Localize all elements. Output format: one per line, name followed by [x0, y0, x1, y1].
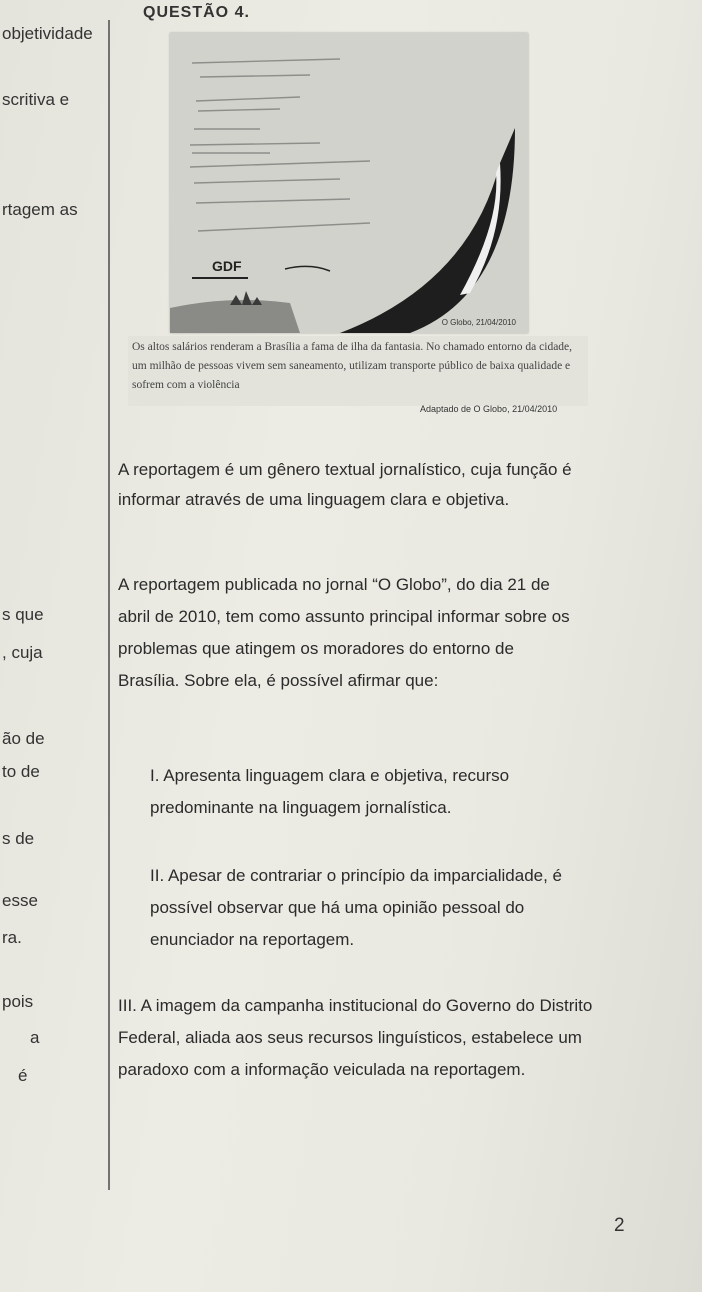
column-divider — [108, 20, 110, 1190]
left-fragment: esse — [2, 891, 38, 910]
gdf-logo: GDF — [212, 258, 242, 274]
left-fragment: é — [18, 1066, 28, 1085]
left-fragment: a — [30, 1028, 40, 1047]
left-fragment: ão de — [2, 729, 45, 748]
clipping-credit: O Globo, 21/04/2010 — [441, 318, 516, 327]
left-fragment: rtagem as — [2, 200, 78, 219]
statement-item-1: I. Apresenta linguagem clara e objetiva, recurso predominante na linguagem jornalística. — [150, 766, 510, 817]
campaign-image — [170, 33, 528, 333]
newspaper-clipping — [170, 33, 528, 333]
question-title: QUESTÃO 4. — [143, 4, 250, 21]
clipping-caption: Os altos salários renderam a Brasília a fama de ilha da fantasia. No chamado entorno da cidade, um milhão de pessoas vivem sem saneamento, utilizam transporte público de baixa qualidade e sofrem com a violência — [128, 336, 588, 406]
source-note: Adaptado de O Globo, 21/04/2010 — [420, 404, 558, 414]
left-fragment: scritiva e — [2, 90, 70, 109]
intro-paragraph: A reportagem é um gênero textual jornalístico, cuja função é informar através de uma linguagem clara e objetiva. — [118, 460, 572, 509]
statement-item-2: II. Apesar de contrariar o princípio da imparcialidade, é possível observar que há uma opinião pessoal do enunciador na reportagem. — [150, 866, 563, 949]
left-fragment: s de — [2, 829, 35, 848]
left-fragment: objetividade — [2, 24, 93, 43]
left-column-fragments — [0, 0, 100, 1292]
page-number: 2 — [614, 1215, 625, 1236]
left-fragment: s que — [2, 605, 44, 624]
left-fragment: to de — [2, 762, 40, 781]
statement-paragraph: A reportagem publicada no jornal “O Globo”, do dia 21 de abril de 2010, tem como assunto principal informar sobre os problemas que atingem os moradores do entorno de Brasília. Sobre ela, é possível afirmar que: — [118, 575, 570, 690]
left-fragment: , cuja — [2, 643, 43, 662]
statement-item-3: III. A imagem da campanha institucional do Governo do Distrito Federal, aliada aos seus recursos linguísticos, estabelece um paradoxo com a informação veiculada na reportagem. — [118, 996, 593, 1079]
left-fragment: pois — [2, 992, 34, 1011]
left-fragment: ra. — [2, 928, 22, 947]
